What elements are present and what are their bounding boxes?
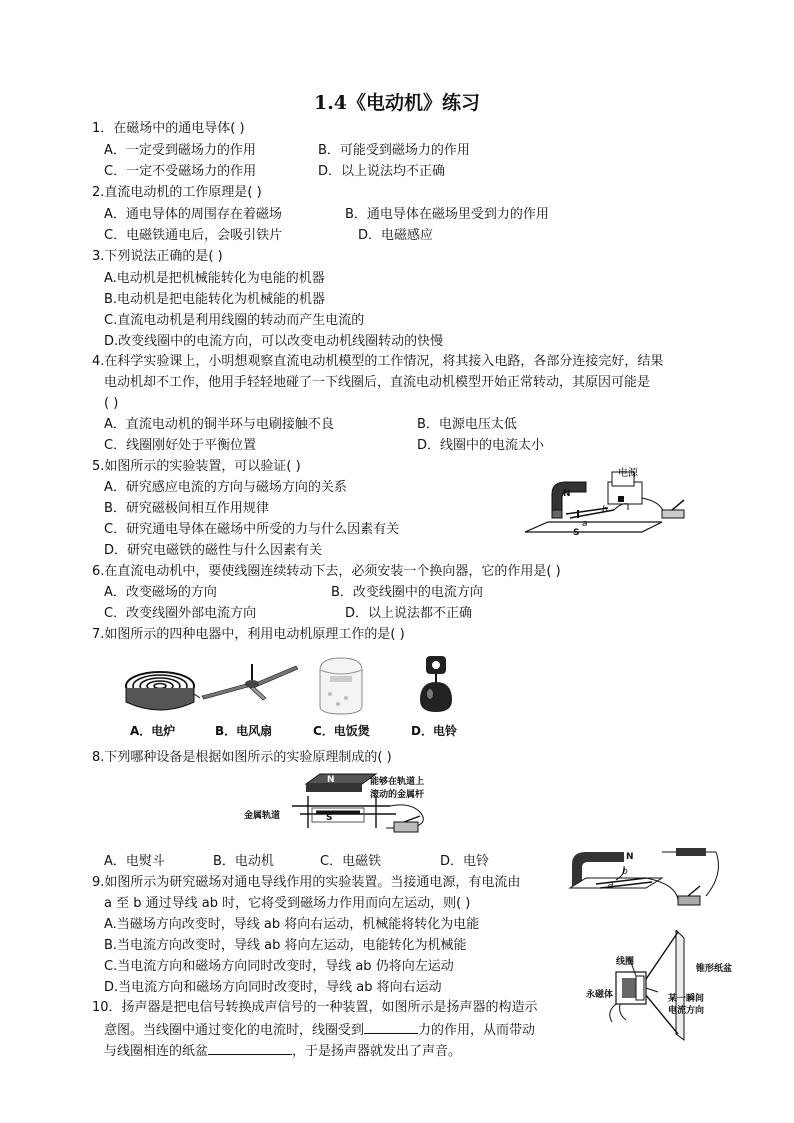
q10-fig-coil-label: 线圈: [616, 957, 635, 967]
q5-option-c: C．研究通电导体在磁场中所受的力与什么因素有关: [104, 522, 400, 537]
q9-apparatus-figure: [566, 844, 726, 910]
speaker-structure-figure: [596, 930, 696, 1042]
electric-bell-image: [416, 654, 456, 716]
q5-option-b: B．研究磁极间相互作用规律: [104, 501, 269, 516]
q7-caption-b: B．电风扇: [215, 724, 273, 738]
q5-fig-a-label: a: [582, 519, 588, 529]
q2-stem: 2.直流电动机的工作原理是( ): [92, 185, 262, 200]
q10-line2-text: 意图。当线圈中通过变化的电流时，线圈受到: [104, 1023, 365, 1038]
q9-fig-n-label: N: [626, 852, 634, 862]
q8-option-a: A．电熨斗: [104, 854, 165, 869]
rice-cooker-image: [316, 654, 366, 716]
q1-stem: 1．在磁场中的通电导体( ): [92, 121, 245, 136]
q10-blank-1[interactable]: [364, 1021, 418, 1034]
q1-option-c: C．一定不受磁场力的作用: [104, 164, 257, 179]
q10-fig-current-label-1: 某一瞬间: [668, 994, 705, 1004]
q6-option-b: B．改变线圈中的电流方向: [331, 585, 483, 600]
q10-blank-2[interactable]: [208, 1042, 292, 1055]
q8-fig-rail-label: 金属轨道: [244, 811, 281, 821]
q10-line2: [104, 1021, 535, 1039]
q8-fig-rod-label-2: 滚动的金属杆: [370, 790, 425, 800]
q7-stem: 7.如图所示的四种电器中，利用电动机原理工作的是( ): [92, 627, 405, 642]
q6-option-d: D．以上说法都不正确: [345, 606, 473, 621]
q4-line3: ( ): [104, 396, 119, 411]
q7-caption-a: A．电炉: [130, 724, 176, 738]
q4-option-a: A．直流电动机的铜半环与电刷接触不良: [104, 417, 334, 432]
q5-fig-s-label: S: [573, 528, 580, 538]
q10-line3-text-b: ，于是扬声器就发出了声音。: [292, 1044, 462, 1059]
q10-line3: [104, 1042, 461, 1060]
q8-fig-rod-label: 能够在轨道上: [370, 777, 425, 787]
q5-fig-n-label: N: [563, 489, 571, 499]
q9-option-b: B.当电流方向改变时，导线 ab 将向左运动，电能转化为机械能: [104, 938, 467, 953]
q3-option-b: B.电动机是把电能转化为机械能的机器: [104, 292, 326, 307]
q8-option-d: D．电铃: [440, 854, 490, 869]
q7-caption-c: C．电饭煲: [313, 724, 370, 738]
q4-option-b: B．电源电压太低: [417, 417, 517, 432]
q6-option-c: C．改变线圈外部电流方向: [104, 606, 257, 621]
q4-line1: 4.在科学实验课上，小明想观察直流电动机模型的工作情况，将其接入电路，各部分连接完好，结果: [92, 354, 664, 369]
q8-stem: 8.下列哪种设备是根据如图所示的实验原理制成的( ): [92, 750, 392, 765]
q4-line2: 电动机却不工作，他用手轻轻地碰了一下线圈后，直流电动机模型开始正常转动，其原因可能是: [104, 375, 651, 390]
q10-line1: 10．扬声器是把电信号转换成声信号的一种装置，如图所示是扬声器的构造示: [92, 1000, 538, 1015]
q9-line1: 9.如图所示为研究磁场对通电导线作用的实验装置。当接通电源，有电流由: [92, 875, 521, 890]
q3-option-c: C.直流电动机是利用线圈的转动而产生电流的: [104, 313, 365, 328]
q1-option-d: D．以上说法均不正确: [318, 164, 446, 179]
q7-caption-d: D．电铃: [411, 724, 457, 738]
q6-option-a: A．改变磁场的方向: [104, 585, 217, 600]
q6-stem: 6.在直流电动机中，要使线圈连续转动下去，必须安装一个换向器，它的作用是( ): [92, 564, 561, 579]
q2-option-b: B．通电导体在磁场里受到力的作用: [345, 207, 549, 222]
q8-fig-n-label: N: [327, 775, 335, 785]
q4-option-d: D．线圈中的电流太小: [417, 438, 545, 453]
q9-fig-b-label: b: [622, 867, 628, 877]
q3-option-d: D.改变线圈中的电流方向，可以改变电动机线圈转动的快慢: [104, 334, 444, 349]
q9-option-d: D.当电流方向和磁场方向同时改变时，导线 ab 将向右运动: [104, 980, 442, 995]
q8-option-c: C．电磁铁: [320, 854, 382, 869]
q8-option-b: B．电动机: [213, 854, 274, 869]
q2-option-c: C．电磁铁通电后，会吸引铁片: [104, 228, 283, 243]
q9-option-a: A.当磁场方向改变时，导线 ab 将向右运动，机械能将转化为电能: [104, 917, 480, 932]
q5-option-a: A．研究感应电流的方向与磁场方向的关系: [104, 480, 347, 495]
q5-stem: 5.如图所示的实验装置，可以验证( ): [92, 459, 301, 474]
q5-option-d: D．研究电磁铁的磁性与什么因素有关: [104, 543, 323, 558]
q8-fig-s-label: S: [326, 813, 333, 823]
q5-fig-power-label: 电源: [618, 468, 638, 479]
q2-option-a: A．通电导体的周围存在着磁场: [104, 207, 282, 222]
ceiling-fan-image: [200, 664, 300, 702]
q10-line3-text: 与线圈相连的纸盆: [104, 1044, 209, 1059]
q9-fig-a-label: a: [608, 880, 614, 890]
q1-option-b: B．可能受到磁场力的作用: [318, 143, 470, 158]
q10-line2-text-b: 力的作用，从而带动: [418, 1023, 536, 1038]
q1-option-a: A．一定受到磁场力的作用: [104, 143, 256, 158]
q9-line2: a 至 b 通过导线 ab 时，它将受到磁场力作用而向左运动，则( ): [104, 896, 471, 911]
q5-fig-b-label: b: [602, 505, 608, 515]
q3-option-a: A.电动机是把机械能转化为电能的机器: [104, 271, 325, 286]
q3-stem: 3.下列说法正确的是( ): [92, 249, 223, 264]
electric-stove-image: [124, 664, 200, 716]
q10-fig-magnet-label: 永磁体: [586, 990, 614, 1000]
q4-option-c: C．线圈刚好处于平衡位置: [104, 438, 257, 453]
q9-option-c: C.当电流方向和磁场方向同时改变时，导线 ab 仍将向左运动: [104, 959, 454, 974]
q10-fig-cone-label: 锥形纸盆: [696, 964, 733, 974]
page-title: 1.4《电动机》练习: [313, 92, 481, 114]
q2-option-d: D．电磁感应: [358, 228, 434, 243]
q10-fig-current-label-2: 电流方向: [668, 1006, 705, 1016]
